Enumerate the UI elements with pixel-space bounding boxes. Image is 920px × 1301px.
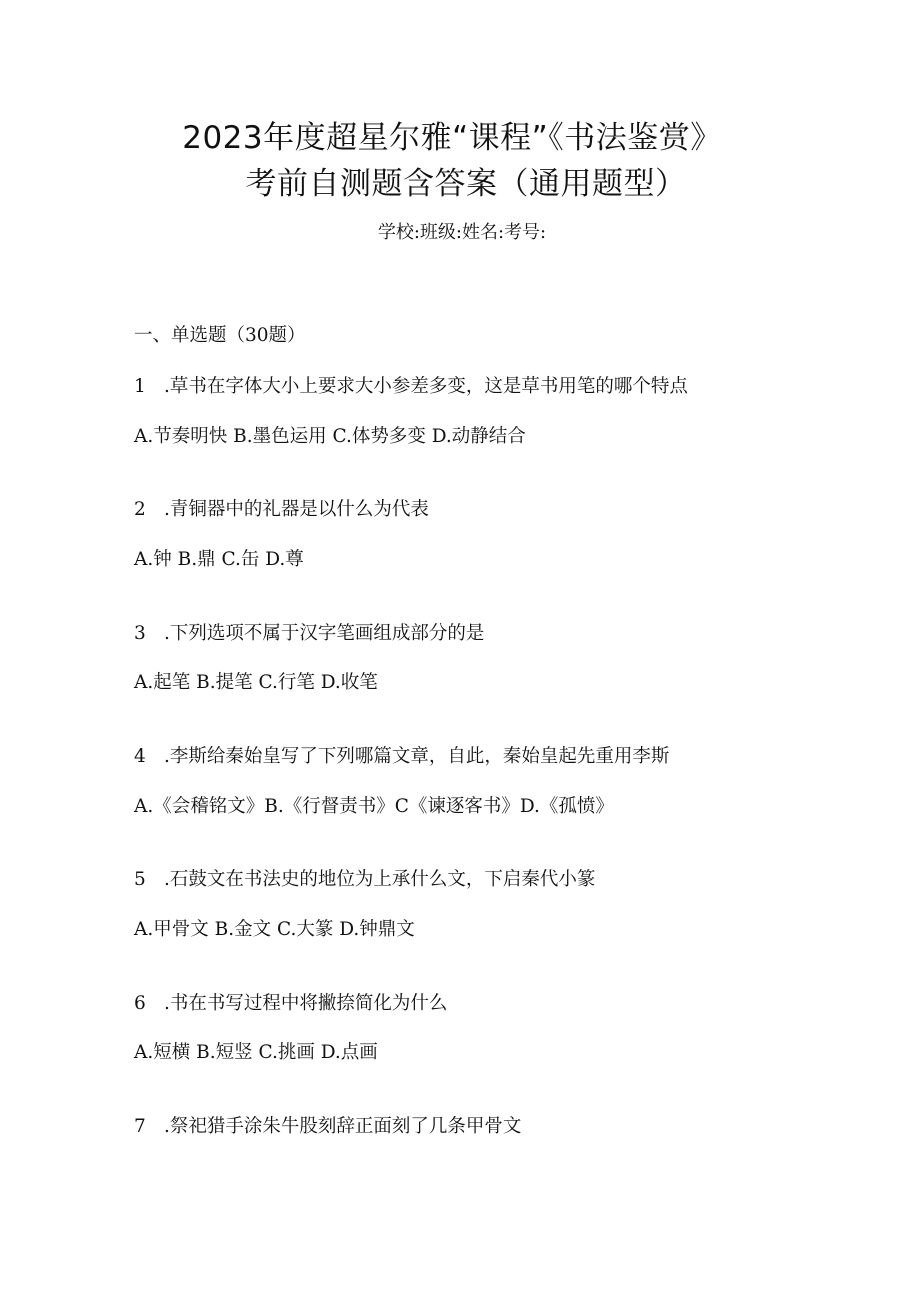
question-7 — [134, 1112, 521, 1138]
question-text: .草书在字体大小上要求大小参差多变，这是草书用笔的哪个特点 — [164, 376, 688, 397]
question-number: 3 — [134, 623, 146, 644]
question-number: 5 — [134, 869, 146, 890]
question-5-options: A.甲骨文 B.金文 C.大篆 D.钟鼎文 — [134, 919, 415, 940]
question-text: .下列选项不属于汉字笔画组成部分的是 — [164, 623, 485, 644]
question-4 — [134, 742, 669, 768]
question-text: .书在书写过程中将撇捺简化为什么 — [164, 993, 448, 1014]
question-number: 7 — [134, 1116, 146, 1137]
question-3-options: A.起笔 B.提笔 C.行笔 D.收笔 — [134, 672, 378, 693]
question-1 — [134, 372, 688, 398]
question-3 — [134, 619, 484, 645]
question-number: 2 — [134, 499, 146, 520]
document-title-line-2: 考前自测题含答案（通用题型） — [245, 166, 687, 202]
question-2-options: A.钟 B.鼎 C.缶 D.尊 — [134, 549, 304, 570]
question-1-options: A.节奏明快 B.墨色运用 C.体势多变 D.动静结合 — [134, 426, 526, 447]
question-2 — [134, 495, 429, 521]
section-heading: 一、单选题（30题） — [134, 325, 306, 346]
question-text: .青铜器中的礼器是以什么为代表 — [164, 499, 429, 520]
document-title-line-1: 2023年度超星尔雅“课程”《书法鉴赏》 — [182, 120, 722, 156]
question-number: 4 — [134, 746, 146, 767]
question-text: .李斯给秦始皇写了下列哪篇文章，自此，秦始皇起先重用李斯 — [164, 746, 670, 767]
question-6 — [134, 989, 447, 1015]
question-number: 1 — [134, 376, 146, 397]
question-5 — [134, 865, 595, 891]
question-text: .祭祀猎手涂朱牛股刻辞正面刻了几条甲骨文 — [164, 1116, 522, 1137]
question-6-options: A.短横 B.短竖 C.挑画 D.点画 — [134, 1042, 378, 1063]
question-4-options: A.《会稽铭文》B.《行督责书》C《谏逐客书》D.《孤愤》 — [134, 796, 614, 817]
question-text: .石鼓文在书法史的地位为上承什么文，下启秦代小篆 — [164, 869, 596, 890]
student-info-line: 学校:班级:姓名:考号: — [377, 222, 547, 243]
question-number: 6 — [134, 993, 146, 1014]
